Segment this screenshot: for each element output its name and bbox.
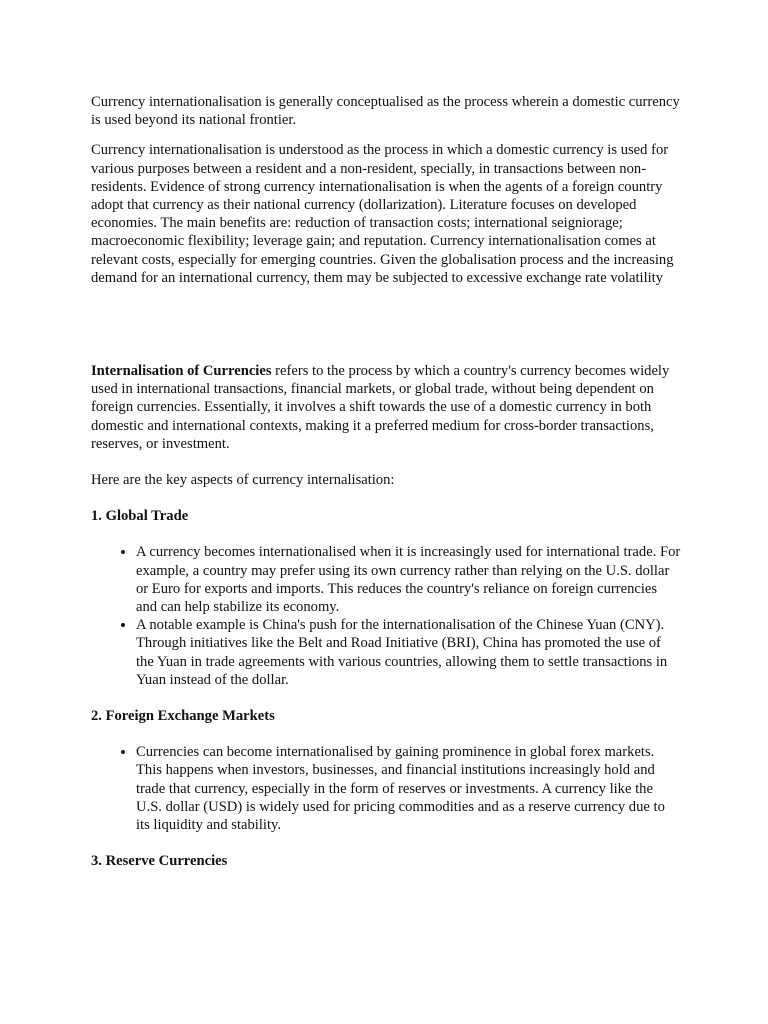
blank-space (91, 287, 681, 362)
list-item: • A notable example is China's push for the internationalisation of the Chinese Yuan (CNY). Through initiatives like the Belt and Road Initiative (BRI), China has promoted the use of the Yuan in trade agreements with various countries, allowing them to settle transactions in Yuan instead of the dollar. (136, 616, 681, 689)
section-heading-reserve-currencies: 3. Reserve Currencies (91, 853, 228, 870)
definition-paragraph (91, 362, 681, 453)
list-item: • A currency becomes internationalised when it is increasingly used for international trade. For example, a country may prefer using its own currency rather than relying on the U.S. dollar or Euro for exports and imports. This reduces the country's reliance on foreign currencies and can help stabilize its economy. (136, 543, 681, 616)
forex-markets-list (91, 743, 681, 834)
key-aspects-intro: Here are the key aspects of currency internalisation: (91, 472, 395, 489)
definition-text: refers to the process by which a country's currency becomes widely used in international transactions, financial markets, or global trade, without being dependent on foreign currencies. Essentially, it involves a shift towards the use of a domestic currency in both domestic and international contexts, making it a preferred medium for cross-border transactions, reserves, or investment. (91, 363, 670, 452)
global-trade-list (91, 543, 681, 689)
definition-term: Internalisation of Currencies (91, 363, 272, 380)
intro-paragraph-2: Currency internationalisation is understood as the process in which a domestic currency is used for various purposes between a resident and a non-resident, specially, in transactions between non-residents. Evidence of strong currency internationalisation is when the agents of a foreign country adopt that currency as their national currency (dollarization). Literature focuses on developed economies. The main benefits are: reduction of transaction costs; international seigniorage; macroeconomic flexibility; leverage gain; and reputation. Currency internationalisation comes at relevant costs, especially for emerging countries. Given the globalisation process and the increasing demand for an international currency, them may be subjected to excessive exchange rate volatility (91, 142, 674, 286)
section-heading-global-trade: 1. Global Trade (91, 508, 189, 525)
intro-paragraph-1: Currency internationalisation is generally conceptualised as the process wherein a domestic currency is used beyond its national frontier. (91, 94, 680, 129)
document-page (91, 93, 681, 889)
section-heading-forex-markets: 2. Foreign Exchange Markets (91, 708, 275, 725)
list-item: • Currencies can become internationalised by gaining prominence in global forex markets. This happens when investors, businesses, and financial institutions increasingly hold and trade that currency, especially in the form of reserves or investments. A currency like the U.S. dollar (USD) is widely used for pricing commodities and as a reserve currency due to its liquidity and stability. (136, 743, 681, 834)
